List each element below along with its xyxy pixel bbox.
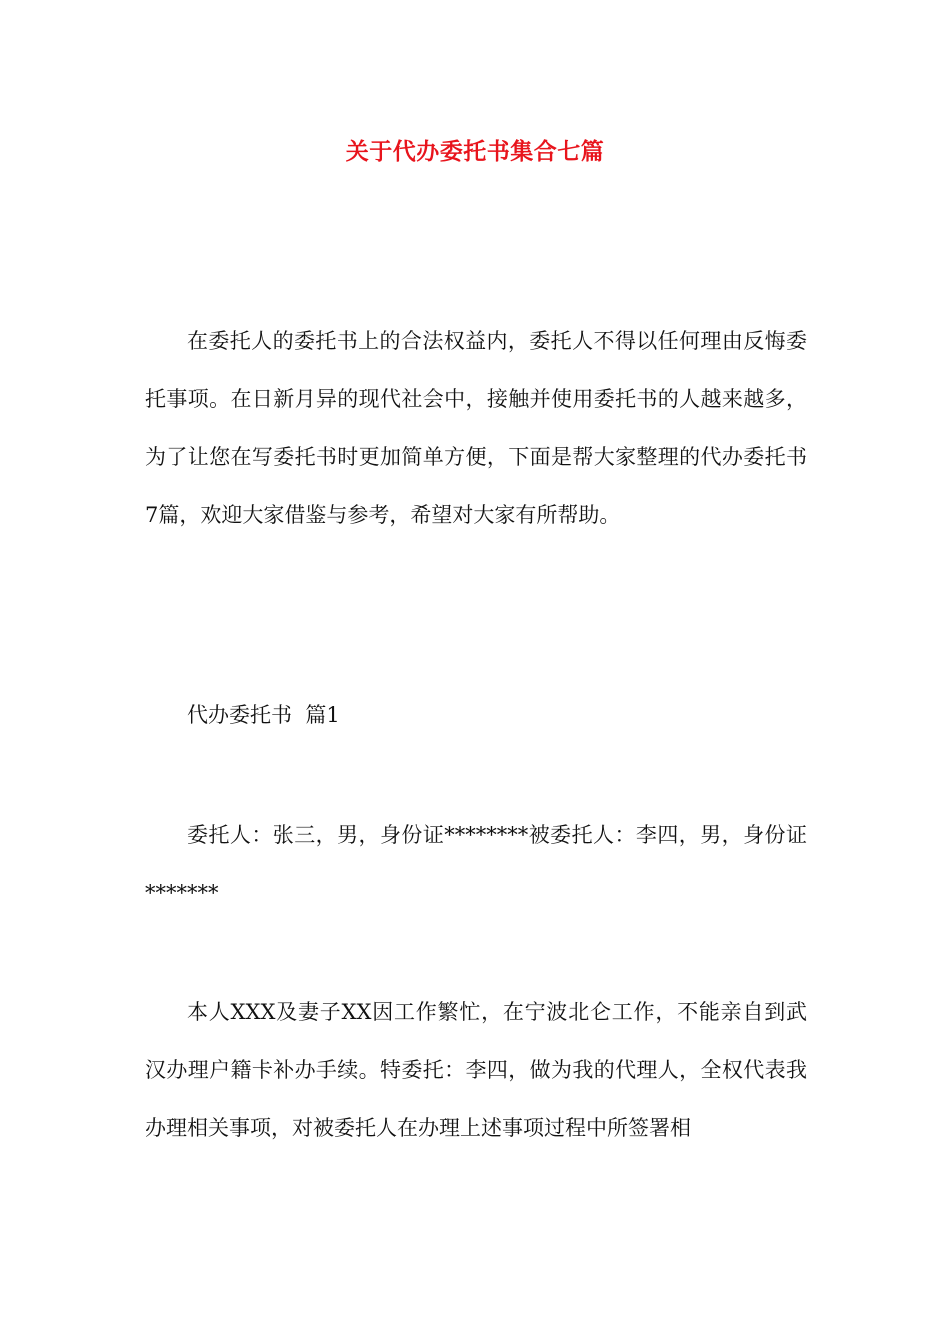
parties-paragraph: 委托人：张三，男，身份证********被委托人：李四，男，身份证******* <box>145 823 807 905</box>
document-title: 关于代办委托书集合七篇 <box>345 138 605 165</box>
body-paragraph: 本人XXX及妻子XX因工作繁忙，在宁波北仑工作，不能亲自到武汉办理户籍卡补办手续。特委托：李四，做为我的代理人，全权代表我办理相关事项，对被委托人在办理上述事项过程中所签署相 <box>145 1000 807 1140</box>
intro-paragraph: 在委托人的委托书上的合法权益内，委托人不得以任何理由反悔委托事项。在日新月异的现代社会中，接触并使用委托书的人越来越多，为了让您在写委托书时更加简单方便，下面是帮大家整理的代办委托书7篇，欢迎大家借鉴与参考，希望对大家有所帮助。 <box>145 329 807 527</box>
section-heading: 代办委托书 篇1 <box>187 703 340 727</box>
